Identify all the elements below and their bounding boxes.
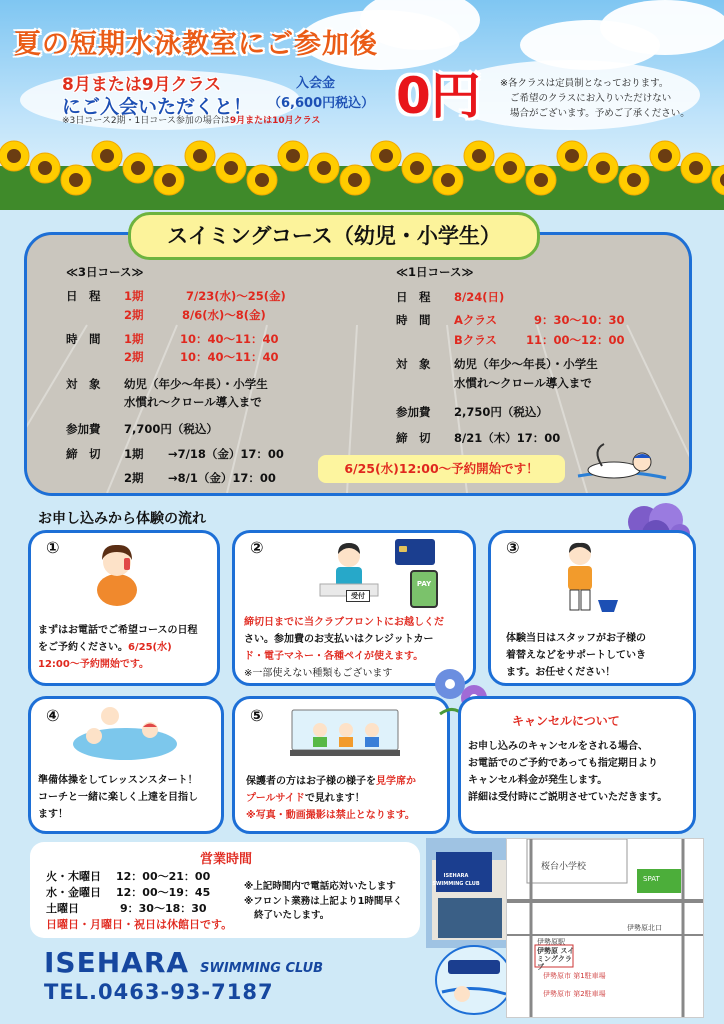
step-4-number: ④ <box>46 706 60 725</box>
access-map <box>506 838 704 1018</box>
three-day-time2: 10：40～11：40 <box>180 350 279 364</box>
phone-number[interactable]: TEL.0463-93-7187 <box>44 980 274 1004</box>
class-a-name: Aクラス <box>454 313 498 327</box>
entry-fee-label: 入会金 <box>296 76 336 91</box>
cancel-text: お申し込みのキャンセルをされる場合、 お電話でのご予約であっても指定期日より キャンセル料金が発生します。 詳細は受付時にご説明させていただきます。 <box>468 741 668 803</box>
three-day-term1: 1期 <box>124 289 144 303</box>
sunflower <box>278 141 308 171</box>
sunflower <box>526 165 556 195</box>
three-day-deadline2: →8/1（金）17：00 <box>168 471 276 485</box>
building-sign: ISEHARA SWIMMING CLUB <box>432 873 480 887</box>
capacity-note: ※各クラスは定員制となっております。 ご希望のクラスにお入りいただけない 場合がございます。予めご了承ください。 <box>500 78 690 119</box>
logo-swimmer-emblem <box>432 940 516 1020</box>
three-day-target-label: 対 象 <box>66 377 101 391</box>
map-north-exit: 伊勢原北口 <box>627 924 662 932</box>
three-day-term2-dates: 8/6(水)～8(金) <box>182 308 266 322</box>
sunflower <box>123 153 153 183</box>
map-club-label: 伊勢原 スイミングクラブ <box>537 947 575 971</box>
course-section-title: スイミングコース（幼児・小学生） <box>128 212 540 260</box>
one-day-time-label: 時 間 <box>396 313 431 327</box>
zero-yen-badge: 0円 <box>396 67 481 125</box>
promo-line-2: にご入会いただくと！ <box>62 96 253 118</box>
swimmer-illustration <box>574 440 670 486</box>
three-day-fee: 7,700円（税込） <box>124 422 218 436</box>
sunflower <box>185 141 215 171</box>
sunflower <box>402 153 432 183</box>
sunflower <box>650 141 680 171</box>
three-day-time2-term: 2期 <box>124 350 144 364</box>
sunflower <box>619 165 649 195</box>
sunflower <box>309 153 339 183</box>
pay-label: PAY <box>416 580 432 588</box>
three-day-schedule-label: 日 程 <box>66 289 101 303</box>
entry-fee-amount: （6,600円税込） <box>268 96 375 111</box>
sunflower <box>371 141 401 171</box>
three-day-time1-term: 1期 <box>124 332 144 346</box>
sunflower <box>0 141 29 171</box>
step-2-text: 締切日までに当クラブフロントにお越しくだ さい。参加費のお支払いはクレジットカー ド・電子マネー・各種ペイが使えます。 ※一部使えない種類もございます <box>244 617 444 679</box>
one-day-fee-label: 参加費 <box>396 405 431 419</box>
one-day-deadline-label: 締 切 <box>396 431 431 445</box>
three-day-deadline1: →7/18（金）17：00 <box>168 447 284 461</box>
reception-sign: 受付 <box>346 590 370 602</box>
hours-title: 営業時間 <box>200 852 253 867</box>
promo-note: ※3日コース2期・1日コース参加の場合は9月または10月クラス <box>62 116 321 126</box>
three-day-term2: 2期 <box>124 308 144 322</box>
pay-phone-icon <box>410 570 438 608</box>
sunflower <box>464 141 494 171</box>
reservation-start-banner: 6/25(水)12:00～予約開始です！ <box>318 455 565 483</box>
three-day-time-label: 時 間 <box>66 332 101 346</box>
hours-note-1: ※上記時間内で電話応対いたします <box>244 881 396 892</box>
promo-line-1: 8月または9月クラス <box>62 75 222 95</box>
three-day-term1-dates: 7/23(水)～25(金) <box>186 289 286 303</box>
closed-days: 日曜日・月曜日・祝日は休館日です。 <box>46 918 233 931</box>
sunflower-field-illustration <box>0 126 724 210</box>
hours-days-3: 土曜日 <box>46 902 79 915</box>
step-2-number: ② <box>250 538 264 557</box>
sunflower <box>433 165 463 195</box>
sunflower <box>588 153 618 183</box>
kids-swimming-illustration <box>70 700 180 762</box>
sunflower <box>61 165 91 195</box>
brand-logo: ISEHARA SWIMMING CLUB <box>44 946 324 979</box>
step-4-text: 準備体操をしてレッスンスタート！ コーチと一緒に楽しく上達を目指し ます！ <box>38 775 198 820</box>
map-school: 桜台小学校 <box>541 862 587 872</box>
step-5-text: 保護者の方はお子様の様子を見学席か プールサイドで見れます！ ※写真・動画撮影は禁止となります。 <box>246 776 416 821</box>
three-day-deadline2-term: 2期 <box>124 471 144 485</box>
club-building-photo <box>426 838 518 948</box>
sunflower <box>495 153 525 183</box>
one-day-fee: 2,750円（税込） <box>454 405 548 419</box>
hours-days-1: 火・木曜日 <box>46 870 101 883</box>
hours-time-3: 9：30～18：30 <box>120 902 207 915</box>
one-day-deadline: 8/21（木）17：00 <box>454 431 561 445</box>
credit-card-icon <box>394 538 436 566</box>
hours-days-2: 水・金曜日 <box>46 886 101 899</box>
page-headline: 夏の短期水泳教室にご参加後 <box>14 29 378 60</box>
cancel-title: キャンセルについて <box>512 714 620 728</box>
sunflower <box>154 165 184 195</box>
hours-time-2: 12：00～19：45 <box>116 886 211 899</box>
map-parking-1: 伊勢原市 第1駐車場 <box>543 972 606 980</box>
flow-section-title: お申し込みから体験の流れ <box>38 511 206 527</box>
three-day-target-1: 幼児（年少～年長）・小学生 <box>124 377 268 391</box>
three-day-fee-label: 参加費 <box>66 422 101 436</box>
one-day-schedule-label: 日 程 <box>396 290 431 304</box>
woman-on-phone-illustration <box>92 540 142 606</box>
sunflower <box>216 153 246 183</box>
sunflower <box>681 153 711 183</box>
three-day-time1: 10：40～11：40 <box>180 332 279 346</box>
sunflower <box>92 141 122 171</box>
three-day-heading: ≪3日コース≫ <box>66 265 144 279</box>
step-3-text: 体験当日はスタッフがお子様の 着替えなどをサポートしていき ます。お任せください！ <box>506 633 646 678</box>
hours-time-1: 12：00～21：00 <box>116 870 211 883</box>
one-day-target-1: 幼児（年少～年長）・小学生 <box>454 357 598 371</box>
one-day-target-label: 対 象 <box>396 357 431 371</box>
hours-note-2: ※フロント業務は上記より1時間早く <box>244 896 403 907</box>
map-station-label: 伊勢原駅 <box>537 938 565 946</box>
sunflower <box>557 141 587 171</box>
observation-window-illustration <box>290 706 400 760</box>
three-day-target-2: 水慣れ～クロール導入まで <box>124 395 262 409</box>
one-day-heading: ≪1日コース≫ <box>396 265 474 279</box>
one-day-date: 8/24(日) <box>454 290 505 304</box>
map-parking-2: 伊勢原市 第2駐車場 <box>543 990 606 998</box>
step-3-number: ③ <box>506 538 520 557</box>
class-b-time: 11：00～12：00 <box>526 333 625 347</box>
child-changing-illustration <box>552 540 624 618</box>
three-day-deadline1-term: 1期 <box>124 447 144 461</box>
class-a-time: 9：30～10：30 <box>534 313 625 327</box>
sunflower <box>30 153 60 183</box>
map-spat: SPAT <box>643 875 660 883</box>
step-1-number: ① <box>46 538 60 557</box>
class-b-name: Bクラス <box>454 333 497 347</box>
three-day-deadline-label: 締 切 <box>66 447 101 461</box>
sunflower <box>340 165 370 195</box>
step-5-number: ⑤ <box>250 706 264 725</box>
one-day-target-2: 水慣れ～クロール導入まで <box>454 376 592 390</box>
sunflower <box>247 165 277 195</box>
hours-note-3: 終了いたします。 <box>254 910 330 921</box>
step-1-text: まずはお電話でご希望コースの日程 をご予約ください。6/25(水) 12:00～予約開始です。 <box>38 625 198 670</box>
